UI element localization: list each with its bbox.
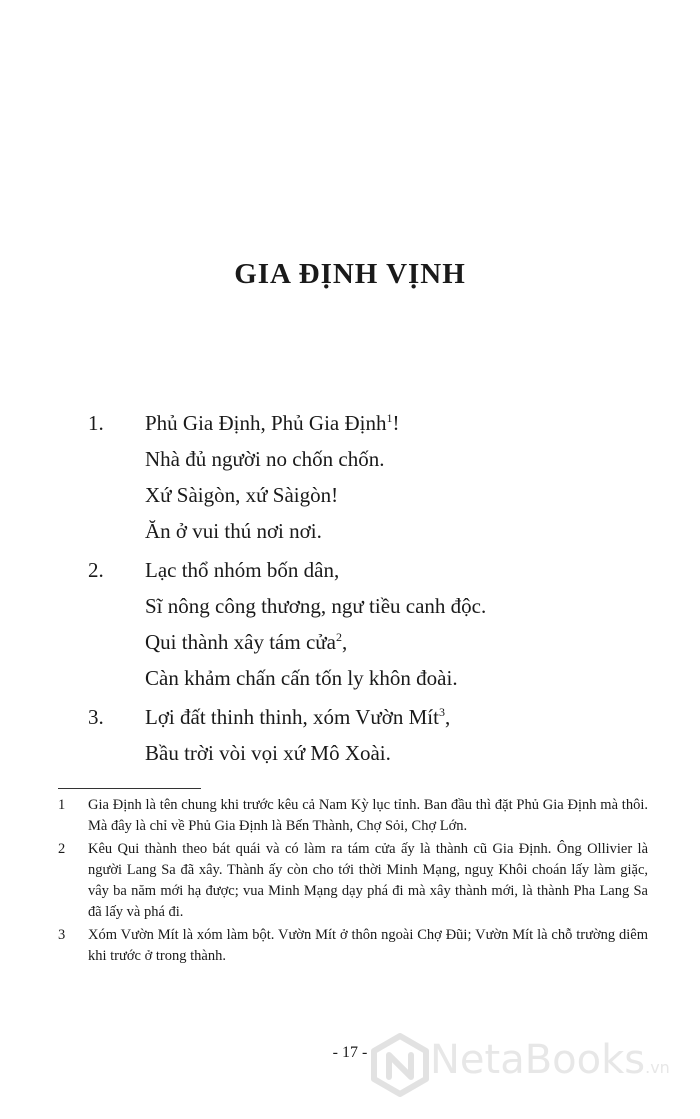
stanza-number: 2. — [88, 558, 104, 582]
stanza-number: 1. — [88, 411, 104, 435]
verse-line — [145, 735, 700, 771]
footnote-number: 1 — [58, 797, 66, 813]
verse-text: Lạc thổ nhóm bốn dân, — [145, 558, 340, 582]
footnote-text: Gia Định là tên chung khi trước kêu cả Nam Kỳ lục tỉnh. Ban đầu thì đặt Phủ Gia Định mà thôi. Mà đây là chỉ về Phủ Gia Định là Bến Thành, Chợ Sỏi, Chợ Lớn. — [88, 797, 648, 834]
verse-line — [145, 441, 700, 477]
verse-line — [145, 513, 700, 549]
footnote-text: Kêu Qui thành theo bát quái và có làm ra tám cửa ấy là thành cũ Gia Định. Ông Ollivier là người Lang Sa đã xây. Thành ấy còn cho tới thời Minh Mạng, nguỵ Khôi choán lấy làm giặc, vây ba năm mới hạ được; vua Minh Mạng dạy phá đi mà xây thành mới, là thành Pha Lang Sa đã lấy và phá đi. — [88, 841, 648, 920]
poem — [0, 405, 700, 774]
verse-line — [145, 624, 700, 660]
stanza-number: 3. — [88, 705, 104, 729]
footnote-1 — [58, 795, 648, 837]
stanza-2 — [0, 552, 700, 696]
page-title: GIA ĐỊNH VỊNH — [234, 258, 466, 290]
verse-line — [145, 699, 700, 735]
verse-text: Qui thành xây tám cửa — [145, 630, 336, 654]
footnote-2 — [58, 839, 648, 923]
verse-line — [145, 552, 700, 588]
watermark-text — [430, 1037, 670, 1083]
verse-line — [145, 405, 700, 441]
stanza-3 — [0, 699, 700, 771]
verse-text: Ăn ở vui thú nơi nơi. — [145, 519, 322, 543]
footnote-divider — [58, 788, 201, 789]
verse-punctuation: , — [342, 630, 348, 654]
footnote-text: Xóm Vườn Mít là xóm làm bột. Vườn Mít ở thôn ngoài Chợ Đũi; Vườn Mít là chỗ trường diêm khi trước ở trong thành. — [88, 927, 648, 964]
footnote-ref: 2 — [336, 630, 342, 644]
verse-text: Nhà đủ người no chốn chốn. — [145, 447, 385, 471]
verse-line — [145, 660, 700, 696]
verse-punctuation: ! — [392, 411, 400, 435]
verse-punctuation: , — [444, 705, 451, 729]
page-number: - 17 - — [332, 1044, 368, 1061]
verse-text: Lợi đất thinh thinh, xóm Vườn Mít — [145, 705, 439, 729]
footnote-number: 2 — [58, 841, 66, 857]
footnote-3 — [58, 925, 648, 967]
verse-text: Bầu trời vòi vọi xứ Mô Xoài. — [145, 741, 391, 765]
footnotes — [58, 795, 648, 969]
stanza-1 — [0, 405, 700, 549]
verse-text: Phủ Gia Định, Phủ Gia Định — [145, 411, 387, 435]
verse-text: Càn khảm chấn cấn tốn ly khôn đoài. — [145, 666, 458, 690]
footnote-number: 3 — [58, 927, 66, 943]
verse-text: Sĩ nông công thương, ngư tiều canh độc. — [145, 594, 487, 618]
footnote-ref: 3 — [438, 705, 445, 719]
watermark-brand: NetaBooks — [430, 1037, 646, 1083]
footnote-ref: 1 — [386, 411, 393, 425]
watermark-suffix: .vn — [645, 1058, 670, 1077]
watermark — [370, 1025, 690, 1105]
verse-line — [145, 477, 700, 513]
netabooks-logo-icon — [370, 1033, 430, 1097]
verse-text: Xứ Sàigòn, xứ Sàigòn! — [145, 483, 339, 507]
verse-line — [145, 588, 700, 624]
